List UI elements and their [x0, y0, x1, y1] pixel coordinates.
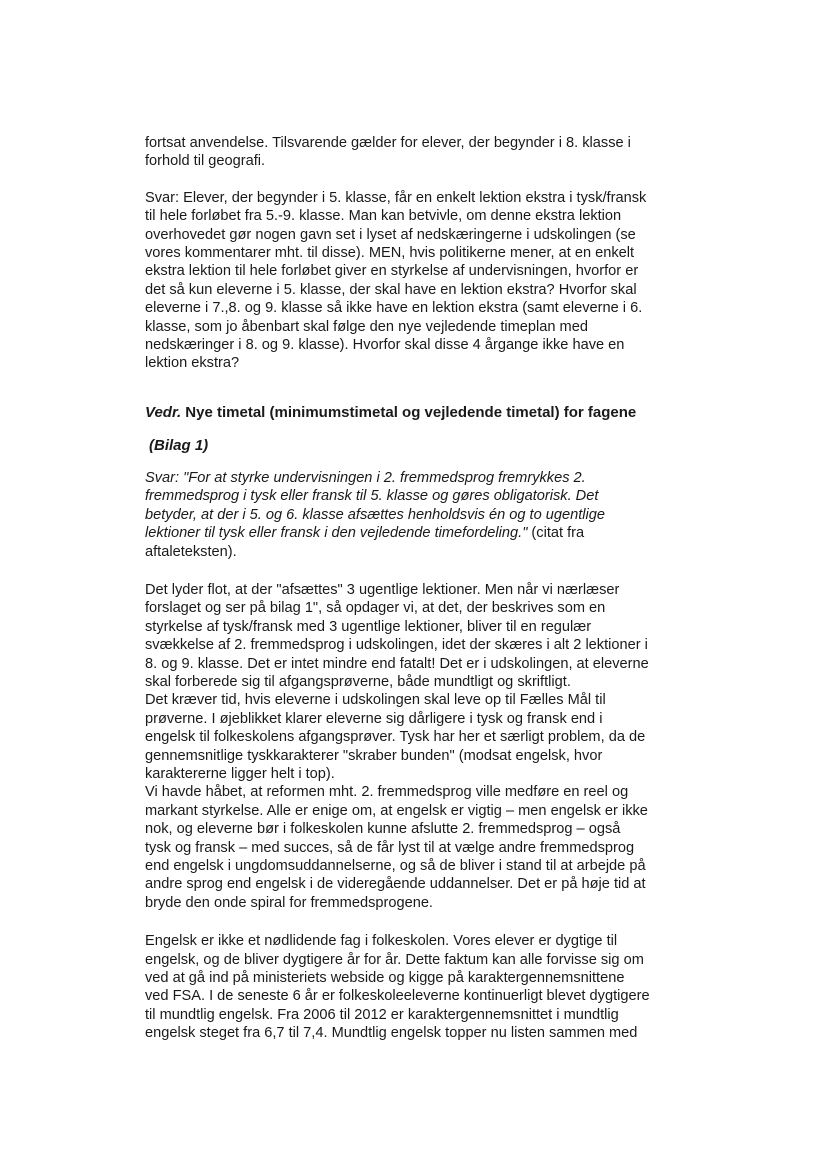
text-line: end engelsk i ungdomsuddannelserne, og så de bliver i stand til at arbejde på	[145, 858, 646, 874]
heading-prefix: Vedr.	[145, 403, 182, 421]
quote-italic-text: lektioner til tysk eller fransk i den vejledende timefordeling."	[145, 525, 528, 542]
text-line: engelsk til folkeskolens afgangsprøver. Tysk har her et særligt problem, da de	[145, 729, 646, 746]
citation-note: (citat fra	[527, 525, 585, 542]
text-line: gennemsnitlige tyskkarakterer "skraber bunden" (modsat engelsk, hvor	[145, 747, 603, 764]
text-line: overhovedet gør nogen gavn set i lyset af nedskæringerne i udskolingen (se	[145, 226, 636, 243]
section-heading	[145, 403, 705, 422]
text-line: til hele forløbet fra 5.-9. klasse. Man kan betvivle, om denne ekstra lektion	[145, 208, 622, 225]
text-line: ved FSA. I de seneste 6 år er folkeskoleeleverne kontinuerligt blevet dygtigere	[145, 988, 650, 1005]
text-line: engelsk steget fra 6,7 til 7,4. Mundtlig engelsk topper nu listen sammen med	[145, 1025, 638, 1042]
text-line: andre sprog end engelsk i de videregående uddannelser. Det er på høje tid at	[145, 876, 646, 893]
text-line: fortsat anvendelse. Tilsvarende gælder for elever, der begynder i 8. klasse i	[145, 135, 631, 151]
text-line: Det lyder flot, at der "afsættes" 3 ugentlige lektioner. Men når vi nærlæser	[145, 581, 620, 598]
text-line: markant styrkelse. Alle er enige om, at engelsk er vigtig – men engelsk er ikke	[145, 802, 648, 819]
text-line: Engelsk er ikke et nødlidende fag i folkeskolen. Vores elever er dygtige til	[145, 933, 618, 950]
paragraph-geografi	[145, 134, 705, 171]
text-line: Svar: Elever, der begynder i 5. klasse, får en enkelt lektion ekstra i tysk/fransk	[145, 189, 647, 206]
paragraph-quote	[145, 469, 705, 561]
text-line: det så kun eleverne i 5. klasse, der skal have en lektion ekstra? Hvorfor skal	[145, 281, 637, 298]
text-line: ekstra lektion til hele forløbet giver en styrkelse af undervisningen, hvorfor er	[145, 263, 639, 280]
text-line: skal forberede sig til afgangsprøverne, både mundtligt og skriftligt.	[145, 673, 571, 690]
text-line: nedskæringer i 8. og 9. klasse). Hvorfor skal disse 4 årgange ikke have en	[145, 337, 625, 354]
text-line: bryde den onde spiral for fremmedsprogene.	[145, 894, 433, 911]
text-line: 8. og 9. klasse. Det er intet mindre end fatalt! Det er i udskolingen, at eleverne	[145, 655, 649, 672]
text-line: vores kommentarer mht. til disse). MEN, hvis politikerne mener, at en enkelt	[145, 245, 635, 262]
quote-line	[145, 524, 705, 542]
quote-line: betyder, at der i 5. og 6. klasse afsættes henholdsvis én og to ugentlige	[145, 506, 605, 523]
text-line: eleverne i 7.,8. og 9. klasse så ikke have en lektion ekstra (samt eleverne i 6.	[145, 300, 643, 317]
text-line: forslaget og ser på bilag 1", så opdager vi, at det, der beskrives som en	[145, 600, 606, 617]
text-line: svækkelse af 2. fremmedsprog i udskolingen, idet der skæres i alt 2 lektioner i	[145, 637, 648, 654]
paragraph-svar-ekstra-lektion	[145, 189, 705, 373]
text-line: styrkelse af tysk/fransk med 3 ugentlige lektioner, bliver til en regulær	[145, 618, 592, 635]
text-line: Det kræver tid, hvis eleverne i udskolingen skal leve op til Fælles Mål til	[145, 692, 606, 709]
text-line: nok, og eleverne bør i folkeskolen kunne afslutte 2. fremmedsprog – også	[145, 821, 621, 838]
paragraph-afsaettes	[145, 581, 705, 912]
bilag-reference: (Bilag 1)	[149, 436, 209, 454]
text-line: klasse, som jo åbenbart skal følge den nye vejledende timeplan med	[145, 318, 588, 335]
text-line: ved at gå ind på ministeriets webside og kigge på karaktergennemsnittene	[145, 970, 625, 987]
text-line: Vi havde håbet, at reformen mht. 2. fremmedsprog ville medføre en reel og	[145, 784, 629, 801]
citation-note-tail: aftaleteksten).	[145, 543, 237, 560]
text-line: forhold til geografi.	[145, 153, 266, 170]
text-line: tysk og fransk – med succes, så de får lyst til at vælge andre fremmedsprog	[145, 839, 635, 856]
quote-line: fremmedsprog i tysk eller fransk til 5. klasse og gøres obligatorisk. Det	[145, 488, 599, 505]
text-line: karaktererne ligger helt i top).	[145, 765, 335, 782]
heading-text: Nye timetal (minimumstimetal og vejledende timetal) for fagene	[181, 403, 637, 421]
quote-line: Svar: "For at styrke undervisningen i 2. fremmedsprog fremrykkes 2.	[145, 469, 586, 486]
text-line: engelsk, og de bliver dygtigere år for år. Dette faktum kan alle forvisse sig om	[145, 951, 644, 968]
text-line: til mundtlig engelsk. Fra 2006 til 2012 er karaktergennemsnittet i mundtlig	[145, 1006, 619, 1023]
document-body	[145, 134, 705, 1043]
text-line: lektion ekstra?	[145, 355, 240, 372]
text-line: prøverne. I øjeblikket klarer eleverne sig dårligere i tysk og fransk end i	[145, 710, 603, 727]
paragraph-engelsk	[145, 932, 705, 1042]
